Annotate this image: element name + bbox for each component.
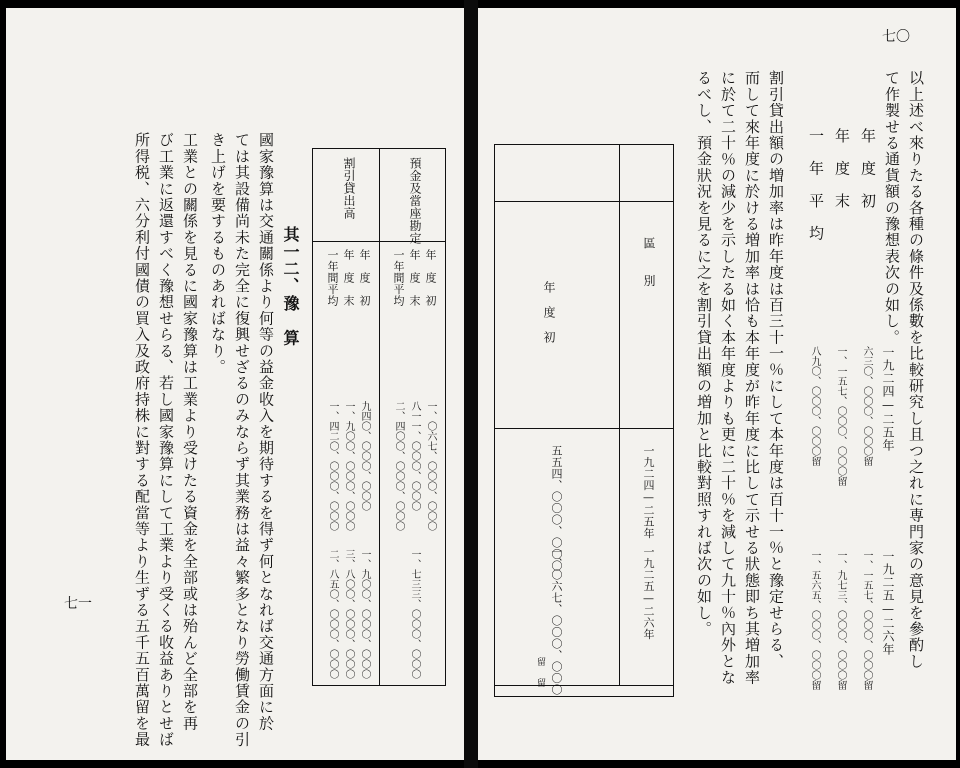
col2-header: 割引貸出高: [342, 157, 356, 220]
col1-header: 預金及當座勘定: [408, 157, 422, 245]
col2-value-3: 一、四二〇、〇〇〇、〇〇〇: [327, 401, 338, 531]
body-line-4: るべし、預金狀況を見るに之を割引貸出額の増加と比較對照すれば次の如し。: [695, 70, 713, 637]
col2-row-label-3: 一年間平均: [326, 249, 339, 307]
left-page: [6, 8, 464, 760]
forecast-value-r3c1: 八九〇、〇〇〇、〇〇〇留: [809, 346, 820, 466]
body-line-3: き上げを要するものあればなり。: [209, 132, 227, 375]
forecast-year-2: 一九二五—二六年: [881, 550, 895, 656]
col2-value-2: 一、九〇〇、〇〇〇、〇〇〇: [343, 401, 354, 531]
forecast-label-1: 年 度 初: [859, 128, 877, 209]
table-column-divider: [379, 149, 380, 685]
forecast-label-3: 一 年 平 均: [807, 128, 825, 242]
body-line-3: に於て二十％の減少を示したる如く本年度よりも更に二十％を減して九十％內外とな: [719, 70, 737, 686]
page-number: 七〇: [882, 29, 910, 45]
table-header-divider: [495, 201, 673, 202]
forecast-value-r2c2: 一、九七三、〇〇〇、〇〇〇留: [835, 550, 846, 690]
table-column-divider: [495, 428, 673, 429]
body-line-5: び工業に返還すべく豫想せらる、若し國家豫算にして工業より受くる收益ありとせば: [157, 132, 175, 748]
col1-row-label-3: 一年間平均: [392, 249, 405, 307]
deposit-table-lower: [494, 538, 674, 697]
col2-row-label-1: 年 度 初: [358, 249, 371, 307]
col1-value-1: 一、〇六七、〇〇〇、〇〇〇: [425, 401, 436, 531]
col2-value-5: 三、八〇〇、〇〇〇、〇〇〇: [343, 549, 354, 679]
col2-value-4: 一、九〇〇、〇〇〇、〇〇〇: [359, 549, 370, 679]
table-row-label: 年 度 初: [542, 281, 556, 344]
body-line-2: 而して來年度に於ける増加率は恰も本年度が昨年度に比して示せる狀態即ち其増加率: [743, 70, 761, 686]
table-header-year-2: 一九二五—二六年: [642, 546, 655, 640]
loan-table: [312, 148, 446, 686]
section-title: 其一二、豫 算: [281, 226, 300, 347]
col1-row-label-1: 年 度 初: [424, 249, 437, 307]
col2-value-1: 九四〇、〇〇〇、〇〇〇: [359, 401, 370, 511]
page-number: 七一: [64, 596, 92, 612]
forecast-year-1: 一九二四—二五年: [881, 346, 895, 452]
table-unit-1: 留: [535, 657, 545, 666]
body-line-1: 國家豫算は交通關係より何等の益金收入を期待するを得ず何となれば交通方面に於: [257, 132, 275, 732]
table-unit-2: 留: [535, 678, 545, 687]
body-line-2: ては其設備尚未た完全に復興せざるのみならず其業務は益々繁多となり勞働賃金の引: [233, 132, 251, 748]
forecast-value-r1c2: 一、一五七、〇〇〇、〇〇〇留: [861, 550, 872, 690]
col2-value-6: 二、八五〇、〇〇〇、〇〇〇: [327, 549, 338, 679]
col1-value-2: 八一一、〇〇〇、〇〇〇: [409, 401, 420, 511]
col1-row-label-2: 年 度 末: [408, 249, 421, 307]
book-spine: [464, 0, 478, 768]
table-header-kubetsu: 區 別: [642, 237, 656, 287]
body-line-1: 割引貸出額の増加率は昨年度は百三十一％にして本年度は百十一％と豫定せらる、: [767, 70, 785, 670]
intro-line-1: 以上述べ來りたる各種の條件及係數を比較研究し且つ之れに専門家の意見を參酌し: [907, 70, 925, 670]
col1-value-4: 一、七三三、〇〇〇、〇〇〇: [409, 549, 420, 679]
forecast-value-r3c2: 一、五六五、〇〇〇、〇〇〇留: [809, 550, 820, 690]
table-value-2: 一、〇六七、〇〇〇、〇〇〇: [550, 546, 563, 696]
body-line-4: 工業との關係を見るに國家豫算は工業より受けたる資金を全部或は殆んど全部を再: [181, 132, 199, 732]
right-page: [478, 8, 956, 760]
forecast-value-r2c1: 一、一五七、〇〇〇、〇〇〇留: [835, 346, 846, 486]
col1-value-3: 二、四〇〇、〇〇〇、〇〇〇: [393, 401, 404, 531]
col2-row-label-2: 年 度 末: [342, 249, 355, 307]
table-header-year-1: 一九二四—二五年: [642, 445, 655, 539]
forecast-label-2: 年 度 末: [833, 128, 851, 209]
table-value-1: 五五四、〇〇〇、〇〇〇: [550, 445, 563, 572]
body-line-6: 所得税、六分利付國債の買入及政府持株に對する配當等より生ずる五千五百萬留を最: [133, 132, 151, 748]
forecast-value-r1c1: 六三〇、〇〇〇、〇〇〇留: [861, 346, 872, 466]
intro-line-2: て作製せる通貨額の豫想表次の如し。: [883, 70, 901, 346]
